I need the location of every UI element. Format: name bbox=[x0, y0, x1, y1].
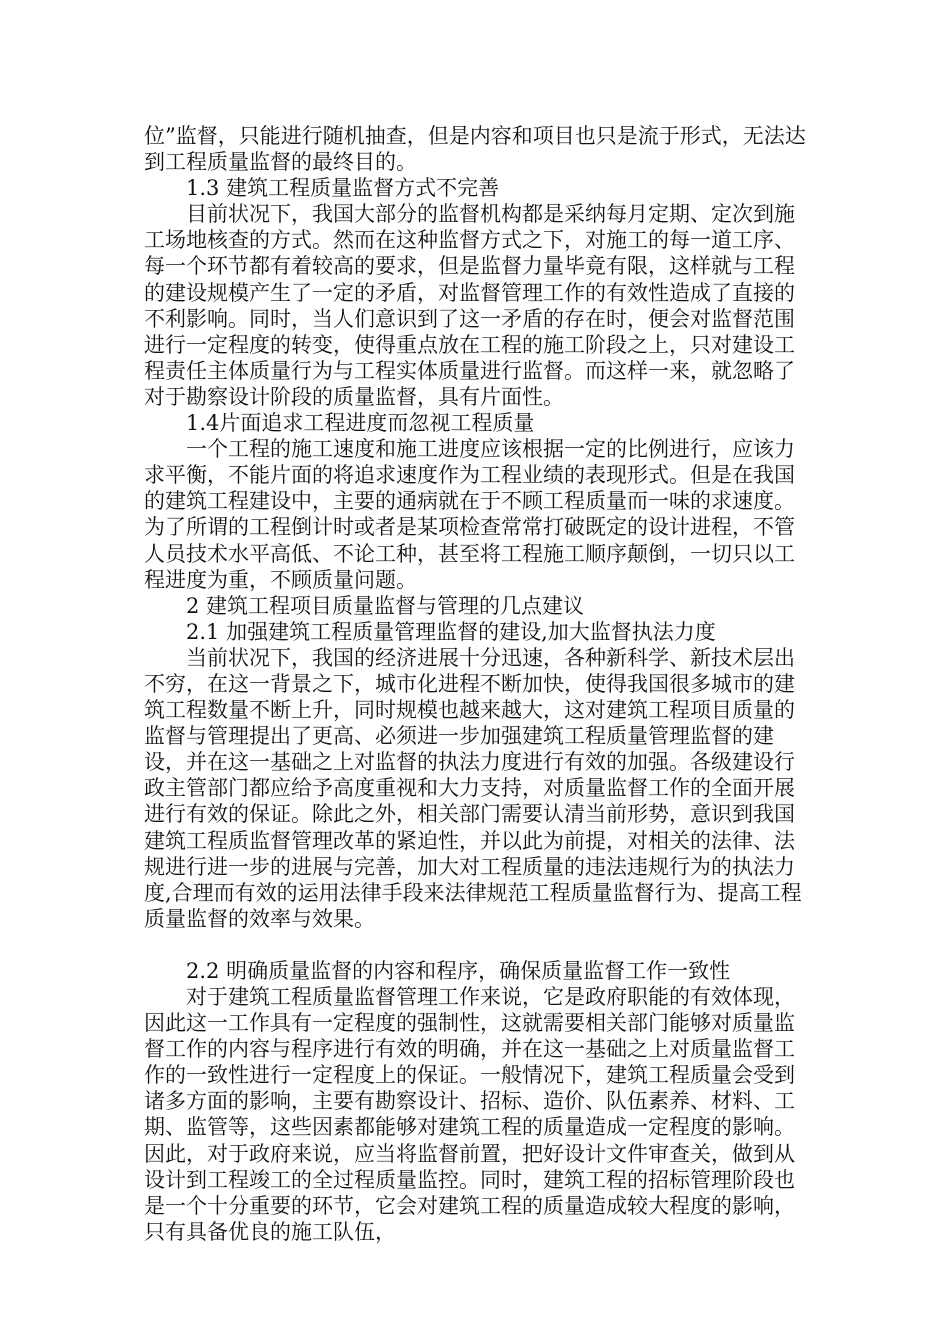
section-heading-2-1: 2.1 加强建筑工程质量管理监督的建设,加大监督执法力度 bbox=[186, 619, 716, 644]
paragraph-1-4: 一个工程的施工速度和施工进度应该根据一定的比例进行，应该力求平衡，不能片面的将追求速度作为工程业绩的表现形式。但是在我国的建筑工程建设中，主要的通病就在于不顾工程质量而一味的求速度。为了所谓的工程倒计时或者是某项检查常常打破既定的设计进程，不管人员技术水平高低、不论工种，甚至将工程施工顺序颠倒，一切只以工程进度为重，不顾质量问题。 bbox=[144, 437, 795, 592]
paragraph-continuation: 位”监督，只能进行随机抽查，但是内容和项目也只是流于形式，无法达到工程质量监督的最终目的。 bbox=[144, 124, 806, 175]
document-body bbox=[144, 123, 810, 1245]
blank-line bbox=[144, 932, 810, 958]
paragraph-2-1: 当前状况下，我国的经济进展十分迅速，各种新科学、新技术层出不穷，在这一背景之下，城市化进程不断加快，使得我国很多城市的建筑工程数量不断上升，同时规模也越来越大，这对建筑工程项目质量的监督与管理提出了更高、必须进一步加强建筑工程质量管理监督的建设，并在这一基础之上对监督的执法力度进行有效的加强。各级建设行政主管部门都应给予高度重视和大力支持，对质量监督工作的全面开展进行有效的保证。除此之外，相关部门需要认清当前形势，意识到我国建筑工程质监督管理改革的紧迫性，并以此为前提，对相关的法律、法规进行进一步的进展与完善，加大对工程质量的违法违规行为的执法力度,合理而有效的运用法律手段来法律规范工程质量监督行为、提高工程质量监督的效率与效果。 bbox=[144, 645, 802, 931]
section-heading-1-4: 1.4片面追求工程进度而忽视工程质量 bbox=[186, 411, 535, 436]
section-heading-2: 2 建筑工程项目质量监督与管理的几点建议 bbox=[186, 593, 585, 618]
section-heading-2-2: 2.2 明确质量监督的内容和程序，确保质量监督工作一致性 bbox=[186, 958, 731, 983]
paragraph-2-2: 对于建筑工程质量监督管理工作来说，它是政府职能的有效体现，因此这一工作具有一定程度的强制性，这就需要相关部门能够对质量监督工作的内容与程序进行有效的明确，并在这一基础之上对质量监督工作的一致性进行一定程度上的保证。一般情况下，建筑工程质量会受到诸多方面的影响，主要有勘察设计、招标、造价、队伍素养、材料、工期、监管等，这些因素都能够对建筑工程的质量造成一定程度的影响。因此，对于政府来说，应当将监督前置，把好设计文件审查关，做到从设计到工程竣工的全过程质量监控。同时，建筑工程的招标管理阶段也是一个十分重要的环节，它会对建筑工程的质量造成较大程度的影响，只有具备优良的施工队伍， bbox=[144, 985, 795, 1244]
section-heading-1-3: 1.3 建筑工程质量监督方式不完善 bbox=[186, 176, 500, 201]
paragraph-1-3: 目前状况下，我国大部分的监督机构都是采纳每月定期、定次到施工场地核查的方式。然而在这种监督方式之下，对施工的每一道工序、每一个环节都有着较高的要求，但是监督力量毕竟有限，这样就与工程的建设规模产生了一定的矛盾，对监督管理工作的有效性造成了直接的不利影响。同时，当人们意识到了这一矛盾的存在时，便会对监督范围进行一定程度的转变，使得重点放在工程的施工阶段之上，只对建设工程责任主体质量行为与工程实体质量进行监督。而这样一来，就忽略了对于勘察设计阶段的质量监督，具有片面性。 bbox=[144, 202, 795, 409]
